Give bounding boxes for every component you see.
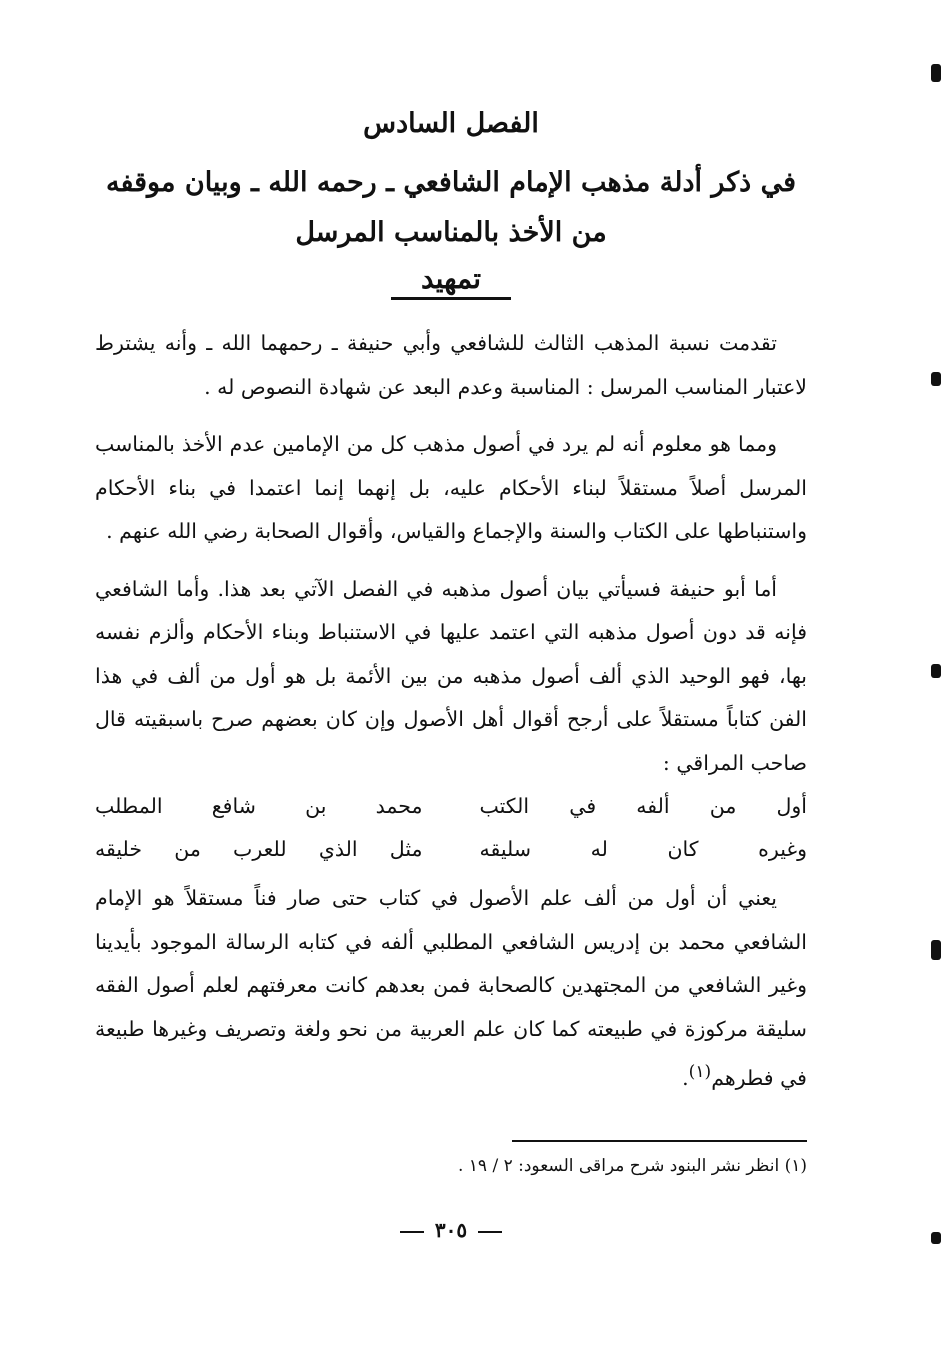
page-number-rule <box>400 1231 424 1233</box>
footnote-divider <box>512 1140 807 1142</box>
poem-hemistich-first: وغيره كان له سليقه <box>479 837 807 861</box>
closing-paragraph-text: يعني أن أول من ألف علم الأصول في كتاب حتى صار فناً مستقلاً هو الإمام الشافعي محمد بن إدريس الشافعي المطلبي ألفه في كتابه الرسالة الموجود بأيدينا وغير الشافعي من المجتهدين كالصحابة فمن بعدهم كانت معرفتهم لعلم أصول الفقه سليقة مركوزة في طبيعته كما كان علم العربية من نحو ولغة وتصريف وغيرها طبيعة في فطرهم <box>95 886 807 1090</box>
chapter-subtitle: في ذكر أدلة مذهب الإمام الشافعي ـ رحمه الله ـ وبيان موقفه من الأخذ بالمناسب المرسل <box>106 167 796 248</box>
poem-line <box>95 785 807 828</box>
poem-line <box>95 828 807 871</box>
paragraph: أما أبو حنيفة فسيأتي بيان أصول مذهبه في الفصل الآتي بعد هذا. وأما الشافعي فإنه قد دون أصول مذهبه التي اعتمد عليها في الاستنباط وبناء الأحكام وألزم نفسه بها، فهو الوحيد الذي ألف أصول مذهبه من بين الأئمة بل هو أول من ألف في هذا الفن كتاباً مستقلاً على أرجح أقوال أهل الأصول وإن كان بعضهم صرح باسبقيته قال صاحب المراقي : <box>95 576 807 775</box>
scan-margin-mark <box>931 664 941 678</box>
page-number <box>95 1218 807 1242</box>
body-text <box>95 322 807 1114</box>
paragraph: ومما هو معلوم أنه لم يرد في أصول مذهب كل من الإمامين عدم الأخذ بالمناسب المرسل أصلاً مستقلاً لبناء الأحكام عليه، بل إنهما إنما اعتمدا في بناء الأحكام واستنباطها على الكتاب والسنة والإجماع والقياس، وأقوال الصحابة رضي الله عنهم . <box>95 432 807 543</box>
footnote: (١) انظر نشر البنود شرح مراقى السعود: ٢ / ١٩ . <box>457 1156 807 1176</box>
intro-heading-text: تمهيد <box>391 262 511 300</box>
intro-heading <box>95 262 807 300</box>
closing-paragraph-end: . <box>682 1065 689 1090</box>
paragraph: تقدمت نسبة المذهب الثالث للشافعي وأبي حنيفة ـ رحمهما الله ـ وأنه يشترط لاعتبار المناسب المرسل : المناسبة وعدم البعد عن شهادة النصوص له . <box>95 331 807 399</box>
scan-margin-mark <box>931 372 941 386</box>
chapter-title: الفصل السادس <box>363 108 539 139</box>
page-number-text: ٣٠٥ <box>434 1218 468 1242</box>
closing-paragraph <box>95 877 807 1100</box>
scan-margin-mark <box>931 1232 941 1244</box>
book-page <box>95 0 807 1350</box>
footnote-marker: (١) <box>688 1062 712 1082</box>
poem <box>95 785 807 871</box>
page-number-rule <box>478 1231 502 1233</box>
poem-hemistich-first: أول من ألفه في الكتب <box>479 794 807 818</box>
poem-hemistich-second: مثل الذي للعرب من خليقه <box>95 837 423 861</box>
scan-margin-mark <box>931 64 941 82</box>
poem-hemistich-second: محمد بن شافع المطلب <box>95 794 423 818</box>
scan-margin-mark <box>931 940 941 960</box>
